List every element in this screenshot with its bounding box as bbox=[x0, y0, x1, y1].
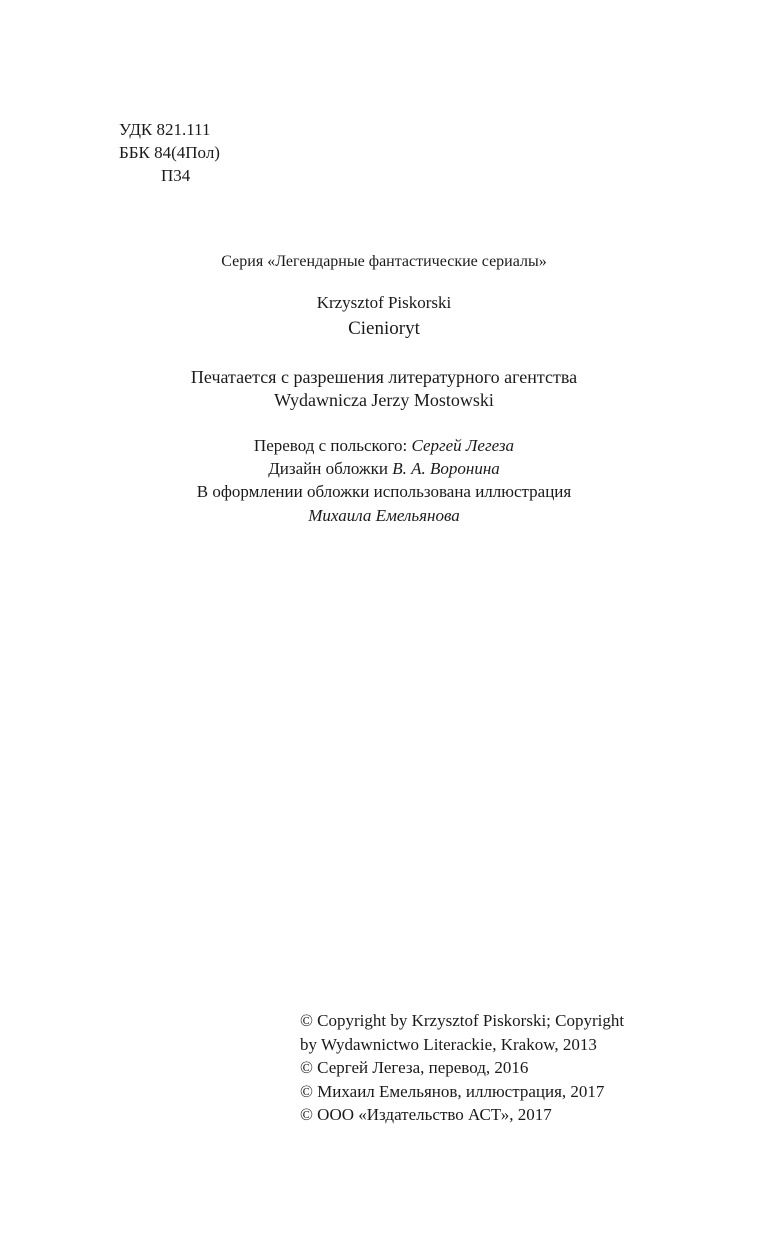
copyright-block bbox=[300, 1009, 624, 1127]
illustrator-name: Михаила Емельянова bbox=[308, 506, 460, 525]
copyright-line: © ООО «Издательство АСТ», 2017 bbox=[300, 1105, 552, 1124]
bbk-code: ББК 84(4Пол) bbox=[119, 143, 220, 162]
original-author: Krzysztof Piskorski bbox=[316, 293, 452, 312]
translation-credit bbox=[0, 436, 768, 456]
author-mark: П34 bbox=[161, 166, 191, 185]
series-line: Серия «Легендарные фантастические сериалы» bbox=[221, 253, 547, 270]
translation-label: Перевод с польского: bbox=[253, 436, 412, 455]
cover-designer-name: В. А. Воронина bbox=[392, 459, 500, 478]
permission-line-1: Печатается с разрешения литературного агентства bbox=[190, 367, 578, 387]
translator-name: Сергей Легеза bbox=[411, 436, 515, 455]
copyright-line: © Copyright by Krzysztof Piskorski; Copyright bbox=[300, 1011, 625, 1030]
classification-block bbox=[119, 118, 220, 187]
cover-design-label: Дизайн обложки bbox=[268, 459, 393, 478]
copyright-line: by Wydawnictwo Literackie, Krakow, 2013 bbox=[300, 1034, 597, 1054]
illustration-credit-label: В оформлении обложки использована иллюстрация bbox=[196, 482, 572, 501]
permission-line-2: Wydawnicza Jerzy Mostowski bbox=[274, 390, 494, 410]
original-title: Cienioryt bbox=[348, 318, 420, 339]
copyright-line: © Сергей Легеза, перевод, 2016 bbox=[300, 1058, 529, 1077]
copyright-line: © Михаил Емельянов, иллюстрация, 2017 bbox=[300, 1081, 605, 1101]
cover-design-credit bbox=[0, 459, 768, 479]
udk-code: УДК 821.111 bbox=[119, 120, 211, 139]
